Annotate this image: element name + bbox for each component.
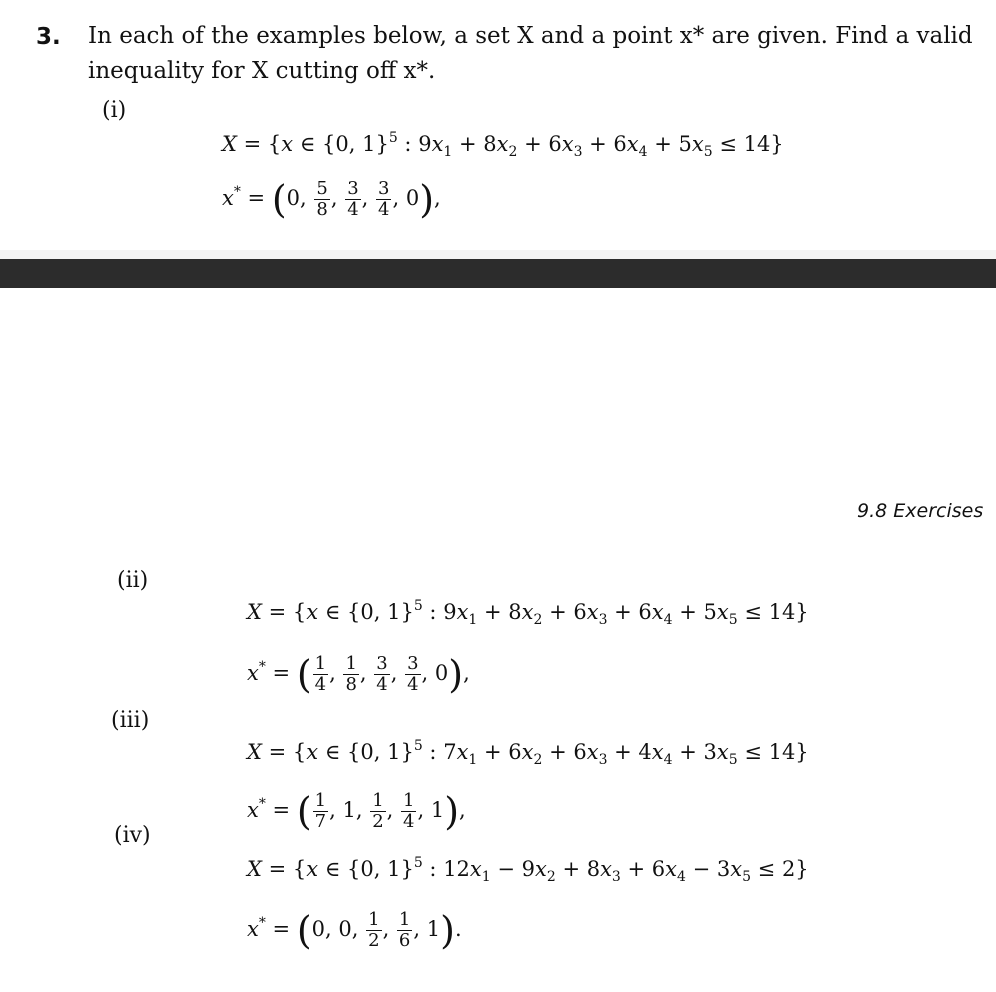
part-label-ii: (ii) [117, 568, 149, 593]
page-break-light [0, 250, 996, 259]
point-entry: 0 [434, 661, 449, 685]
part-label-i: (i) [102, 98, 127, 123]
point-entry: 1 [430, 798, 445, 822]
set-exponent: 5 [413, 598, 423, 614]
part-label-iii: (iii) [111, 708, 150, 733]
part-iii-point: x* = ( $\frac{1}{7}$ , 1, $\frac{1}{2}$ , $\frac{1}{4}$ , 1), [247, 789, 466, 834]
set-prefix: X = {x ∈ {0, 1} [247, 600, 414, 624]
point-entry: $\frac{1}{4}$ [314, 653, 327, 695]
exercise-statement-line1: In each of the examples below, a set X and a point x* are given. Find a valid [88, 23, 973, 49]
part-i-set: X = {x ∈ {0, 1}$^5$ : $9x_1 + 8x_2 + 6x_3 + 6x_4 + 5x_5 \le 14$} [222, 130, 784, 160]
point-lhs: x* = [247, 659, 291, 685]
part-i-point: x* = (0, $\frac{5}{8}$ , $\frac{3}{4}$ , $\frac{3}{4}$ , 0), [222, 177, 441, 222]
part-ii-set: X = {x ∈ {0, 1}$^5$ : $9x_1 + 8x_2 + 6x_3 + 6x_4 + 5x_5 \le 14$} [247, 598, 809, 628]
running-header: 9.8 Exercises [857, 500, 984, 522]
point-entry: 0 [286, 186, 301, 210]
point-tail: , [434, 186, 441, 210]
set-exponent: 5 [413, 738, 423, 754]
exercise-statement-line2: inequality for X cutting off x*. [88, 58, 436, 84]
set-exponent: 5 [413, 855, 423, 871]
part-iii-set: X = {x ∈ {0, 1}$^5$ : $7x_1 + 6x_2 + 6x_3 + 4x_4 + 3x_5 \le 14$} [247, 738, 809, 768]
point-entry: $\frac{1}{2}$ [372, 790, 384, 832]
point-tail: . [454, 917, 462, 941]
point-entry: $\frac{1}{8}$ [345, 653, 357, 695]
set-constraint: $9x_1 + 8x_2 + 6x_3 + 6x_4 + 5x_5 \le 14$} [418, 132, 784, 160]
point-entry: $\frac{1}{4}$ [403, 790, 415, 832]
point-entry: $\frac{1}{6}$ [398, 909, 411, 951]
part-ii-point: x* = ( $\frac{1}{4}$ , $\frac{1}{8}$ , $\frac{3}{4}$ , $\frac{3}{4}$ , 0), [247, 652, 470, 697]
set-prefix: X = {x ∈ {0, 1} [247, 740, 414, 764]
set-prefix: X = {x ∈ {0, 1} [222, 132, 389, 156]
point-entry: $\frac{3}{4}$ [376, 653, 388, 695]
set-prefix: X = {x ∈ {0, 1} [247, 857, 414, 881]
exercise-number: 3. [36, 24, 61, 50]
point-entry: $\frac{1}{2}$ [368, 909, 380, 951]
part-iv-set: X = {x ∈ {0, 1}$^5$ : $12x_1 - 9x_2 + 8x_3 + 6x_4 - 3x_5 \le 2$} [247, 855, 809, 885]
point-lhs: x* = [222, 184, 266, 210]
point-lhs: x* = [247, 915, 291, 941]
page-break-bar [0, 259, 996, 288]
set-exponent: 5 [388, 130, 398, 146]
set-constraint: $12x_1 - 9x_2 + 8x_3 + 6x_4 - 3x_5 \le 2$} [443, 857, 809, 885]
point-entry: 0 [405, 186, 420, 210]
point-tail: , [463, 661, 470, 685]
point-entry: 0 [338, 917, 352, 941]
point-entry: 1 [426, 917, 441, 941]
point-entry: 1 [342, 798, 356, 822]
part-label-iv: (iv) [114, 823, 151, 848]
point-entry: $\frac{3}{4}$ [347, 178, 359, 220]
set-constraint: $9x_1 + 8x_2 + 6x_3 + 6x_4 + 5x_5 \le 14$} [443, 600, 809, 628]
part-iv-point: x* = (0, 0, $\frac{1}{2}$ , $\frac{1}{6}$ , 1). [247, 908, 462, 953]
point-entry: $\frac{1}{7}$ [314, 790, 327, 832]
point-tail: , [459, 798, 466, 822]
set-constraint: $7x_1 + 6x_2 + 6x_3 + 4x_4 + 3x_5 \le 14$} [443, 740, 809, 768]
point-entry: $\frac{5}{8}$ [316, 178, 328, 220]
point-lhs: x* = [247, 796, 291, 822]
point-entry: $\frac{3}{4}$ [407, 653, 419, 695]
point-entry: $\frac{3}{4}$ [378, 178, 390, 220]
point-entry: 0 [311, 917, 326, 941]
